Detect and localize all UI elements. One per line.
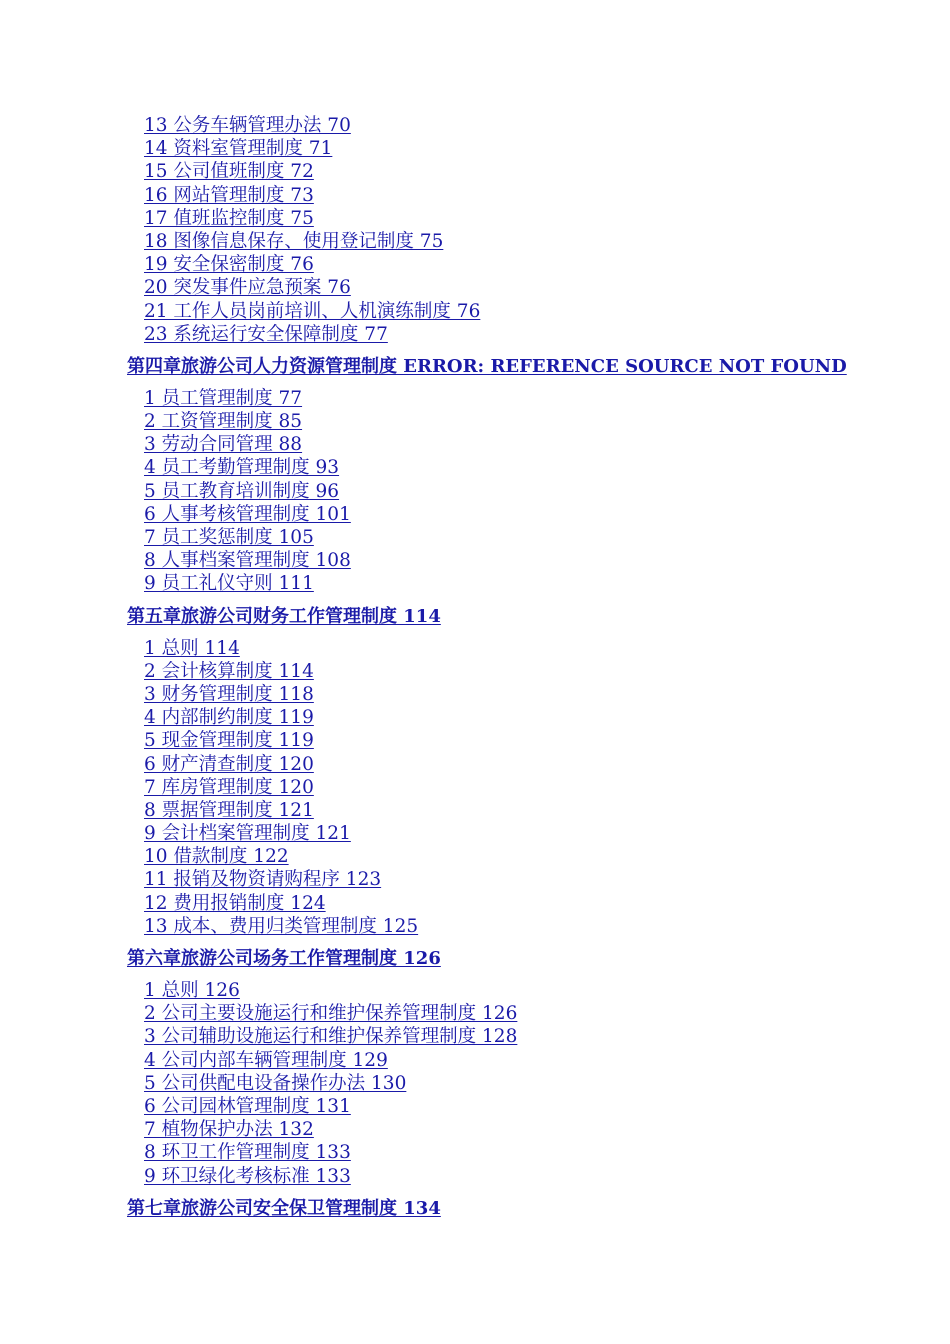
toc-chapter-link[interactable]: 第七章旅游公司安全保卫管理制度 134: [127, 1197, 441, 1219]
toc-entry-link[interactable]: 1 总则 114: [144, 637, 240, 659]
toc-entry-link[interactable]: 4 员工考勤管理制度 93: [144, 457, 340, 479]
toc-entry-link[interactable]: 18 图像信息保存、使用登记制度 75: [144, 230, 444, 252]
toc-entry-link[interactable]: 16 网站管理制度 73: [144, 184, 314, 206]
toc-entry-link[interactable]: 1 员工管理制度 77: [144, 387, 303, 409]
toc-entry-link[interactable]: 20 突发事件应急预案 76: [144, 277, 351, 299]
toc-entry-link[interactable]: 19 安全保密制度 76: [144, 254, 314, 276]
toc-entry-link[interactable]: 15 公司值班制度 72: [144, 161, 314, 183]
toc-entry-link[interactable]: 8 票据管理制度 121: [144, 799, 314, 821]
toc-entry-link[interactable]: 6 人事考核管理制度 101: [144, 503, 351, 525]
toc-entry-link[interactable]: 8 环卫工作管理制度 133: [144, 1142, 351, 1164]
toc-entry-link[interactable]: 7 植物保护办法 132: [144, 1119, 314, 1141]
toc-entry-link[interactable]: 21 工作人员岗前培训、人机演练制度 76: [144, 300, 481, 322]
toc-entry-link[interactable]: 4 公司内部车辆管理制度 129: [144, 1049, 388, 1071]
toc-entry-link[interactable]: 7 员工奖惩制度 105: [144, 527, 314, 548]
toc-chapter-link[interactable]: 第六章旅游公司场务工作管理制度 126: [127, 948, 441, 969]
toc-entry-link[interactable]: 4 内部制约制度 119: [144, 707, 314, 729]
toc-entry-link[interactable]: 5 员工教育培训制度 96: [144, 480, 340, 502]
toc-entry-link[interactable]: 3 劳动合同管理 88: [144, 434, 303, 456]
table-of-contents: [0, 114, 950, 1229]
toc-chapter-link[interactable]: 第四章旅游公司人力资源管理制度 ERROR: REFERENCE SOURCE NOT FOUND: [127, 355, 847, 377]
toc-entry-link[interactable]: 12 费用报销制度 124: [144, 892, 326, 914]
toc-entry-link[interactable]: 2 会计核算制度 114: [144, 660, 314, 682]
toc-entry-link[interactable]: 1 总则 126: [144, 980, 240, 1001]
toc-entry-link[interactable]: 8 人事档案管理制度 108: [144, 550, 351, 572]
toc-entry-link[interactable]: 13 公务车辆管理办法 70: [144, 115, 351, 136]
toc-entry-link[interactable]: 10 借款制度 122: [144, 846, 289, 868]
toc-entry-link[interactable]: 2 工资管理制度 85: [144, 411, 303, 433]
toc-entry-link[interactable]: 23 系统运行安全保障制度 77: [144, 323, 388, 345]
toc-entry-link[interactable]: 6 财产清查制度 120: [144, 753, 314, 775]
toc-chapter-link[interactable]: 第五章旅游公司财务工作管理制度 114: [127, 605, 441, 627]
toc-entry-link[interactable]: 9 会计档案管理制度 121: [144, 823, 351, 845]
toc-entry-link[interactable]: 5 公司供配电设备操作办法 130: [144, 1072, 407, 1094]
toc-entry-link[interactable]: 2 公司主要设施运行和维护保养管理制度 126: [144, 1003, 518, 1025]
toc-entry-link[interactable]: 6 公司园林管理制度 131: [144, 1095, 351, 1117]
toc-entry-link[interactable]: 7 库房管理制度 120: [144, 776, 314, 798]
toc-entry-link[interactable]: 9 环卫绿化考核标准 133: [144, 1165, 351, 1187]
toc-entry-link[interactable]: 17 值班监控制度 75: [144, 207, 314, 229]
toc-entry-link[interactable]: 11 报销及物资请购程序 123: [144, 869, 382, 891]
toc-entry-link[interactable]: 3 公司辅助设施运行和维护保养管理制度 128: [144, 1026, 518, 1048]
toc-entry-link[interactable]: 3 财务管理制度 118: [144, 683, 314, 705]
toc-entry-link[interactable]: 5 现金管理制度 119: [144, 730, 314, 752]
toc-entry-link[interactable]: 14 资料室管理制度 71: [144, 138, 333, 160]
toc-entry-link[interactable]: 13 成本、费用归类管理制度 125: [144, 915, 419, 937]
toc-entry-link[interactable]: 9 员工礼仪守则 111: [144, 573, 314, 595]
